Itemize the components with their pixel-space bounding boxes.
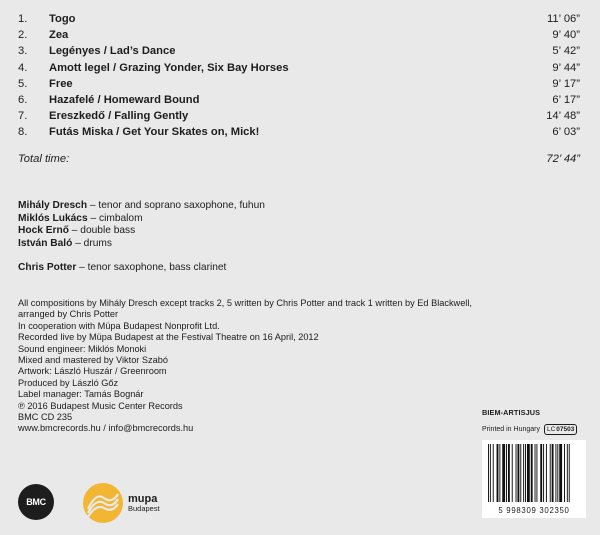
track-number: 3.	[18, 45, 28, 58]
track-row	[18, 124, 580, 140]
personnel-item	[18, 238, 265, 251]
track-duration: 11’ 06”	[547, 13, 580, 25]
track-number: 2.	[18, 29, 28, 42]
bmc-logo: BMC	[18, 484, 54, 520]
track-duration: 9’ 40”	[552, 29, 580, 42]
mupa-name: mupa	[128, 493, 158, 505]
total-time-label: Total time:	[18, 153, 70, 165]
track-row	[18, 27, 580, 43]
track-number: 7.	[18, 110, 28, 123]
printed-in-line	[482, 424, 577, 435]
barcode-bars	[488, 444, 580, 506]
musician-name: István Baló	[18, 237, 73, 249]
track-title: Ereszkedő / Falling Gently	[49, 110, 189, 123]
musician-name: Mihály Dresch	[18, 200, 88, 211]
barcode-number: 5 998309 302350	[498, 506, 570, 515]
track-title: Futás Miska / Get Your Skates on, Mick!	[49, 126, 260, 139]
mupa-logo-icon	[82, 482, 124, 524]
label-code-badge	[544, 424, 577, 435]
musician-role: – cimbalom	[87, 212, 143, 224]
track-duration: 14’ 48”	[546, 110, 580, 123]
barcode	[482, 440, 586, 518]
credit-line: ℗ 2016 Budapest Music Center Records	[18, 400, 183, 411]
track-title: Zea	[49, 29, 69, 42]
track-number: 1.	[18, 13, 28, 25]
tracklist	[18, 11, 580, 141]
credit-line: Artwork: László Huszár / Greenroom	[18, 366, 167, 377]
track-row	[18, 108, 580, 124]
track-number: 5.	[18, 77, 28, 90]
personnel-item	[18, 200, 265, 213]
track-duration: 5’ 42”	[552, 45, 580, 58]
track-number: 4.	[18, 61, 28, 74]
track-row	[18, 60, 580, 76]
credit-line: BMC CD 235	[18, 412, 73, 423]
track-row	[18, 11, 580, 27]
credit-line: All compositions by Mihály Dresch except tracks 2, 5 written by Chris Potter and track 1 written by Ed Blackwell,	[18, 298, 472, 308]
guest-musician	[18, 262, 226, 273]
personnel-item	[18, 213, 265, 226]
mupa-city: Budapest	[128, 504, 160, 513]
personnel-list	[18, 200, 265, 250]
musician-role: – drums	[72, 237, 112, 249]
credit-line: Recorded live by Müpa Budapest at the Festival Theatre on 16 April, 2012	[18, 332, 319, 343]
lc-code: 07503	[556, 426, 575, 433]
track-row	[18, 92, 580, 108]
track-title: Hazafelé / Homeward Bound	[49, 93, 200, 106]
personnel-item	[18, 225, 265, 238]
track-duration: 9’ 17”	[552, 77, 580, 90]
musician-role: – tenor and soprano saxophone, fuhun	[87, 200, 265, 211]
total-time	[18, 153, 580, 165]
biem-artisjus-label: BIEM-ARTISJUS	[482, 408, 541, 417]
track-row	[18, 76, 580, 92]
credit-line: In cooperation with Müpa Budapest Nonprofit Ltd.	[18, 320, 220, 331]
guest-name: Chris Potter	[18, 262, 77, 273]
track-number: 6.	[18, 93, 28, 106]
track-title: Free	[49, 77, 73, 90]
track-title: Togo	[49, 13, 76, 25]
credit-line: www.bmcrecords.hu / info@bmcrecords.hu	[18, 423, 194, 434]
mupa-wordmark	[128, 494, 160, 514]
track-title: Amott legel / Grazing Yonder, Six Bay Horses	[49, 61, 289, 74]
track-duration: 6’ 03”	[552, 126, 580, 139]
musician-role: – double bass	[68, 225, 136, 236]
credit-line: Produced by László Gőz	[18, 377, 119, 388]
credit-line: Mixed and mastered by Viktor Szabó	[18, 355, 168, 366]
credit-line: arranged by Chris Potter	[18, 309, 119, 320]
credit-line: Label manager: Tamás Bognár	[18, 389, 144, 400]
lc-prefix: LC	[546, 426, 556, 433]
musician-name: Hock Ernő	[18, 225, 69, 236]
track-row	[18, 43, 580, 59]
musician-name: Miklós Lukács	[18, 212, 88, 224]
track-duration: 9’ 44”	[552, 61, 580, 74]
total-time-value: 72’ 44”	[546, 153, 580, 165]
printed-in-text: Printed in Hungary	[482, 426, 540, 433]
track-number: 8.	[18, 126, 28, 139]
guest-role: – tenor saxophone, bass clarinet	[76, 262, 227, 273]
track-title: Legényes / Lad’s Dance	[49, 45, 176, 58]
credit-line: Sound engineer: Miklós Monoki	[18, 343, 147, 354]
track-duration: 6’ 17”	[552, 93, 580, 106]
